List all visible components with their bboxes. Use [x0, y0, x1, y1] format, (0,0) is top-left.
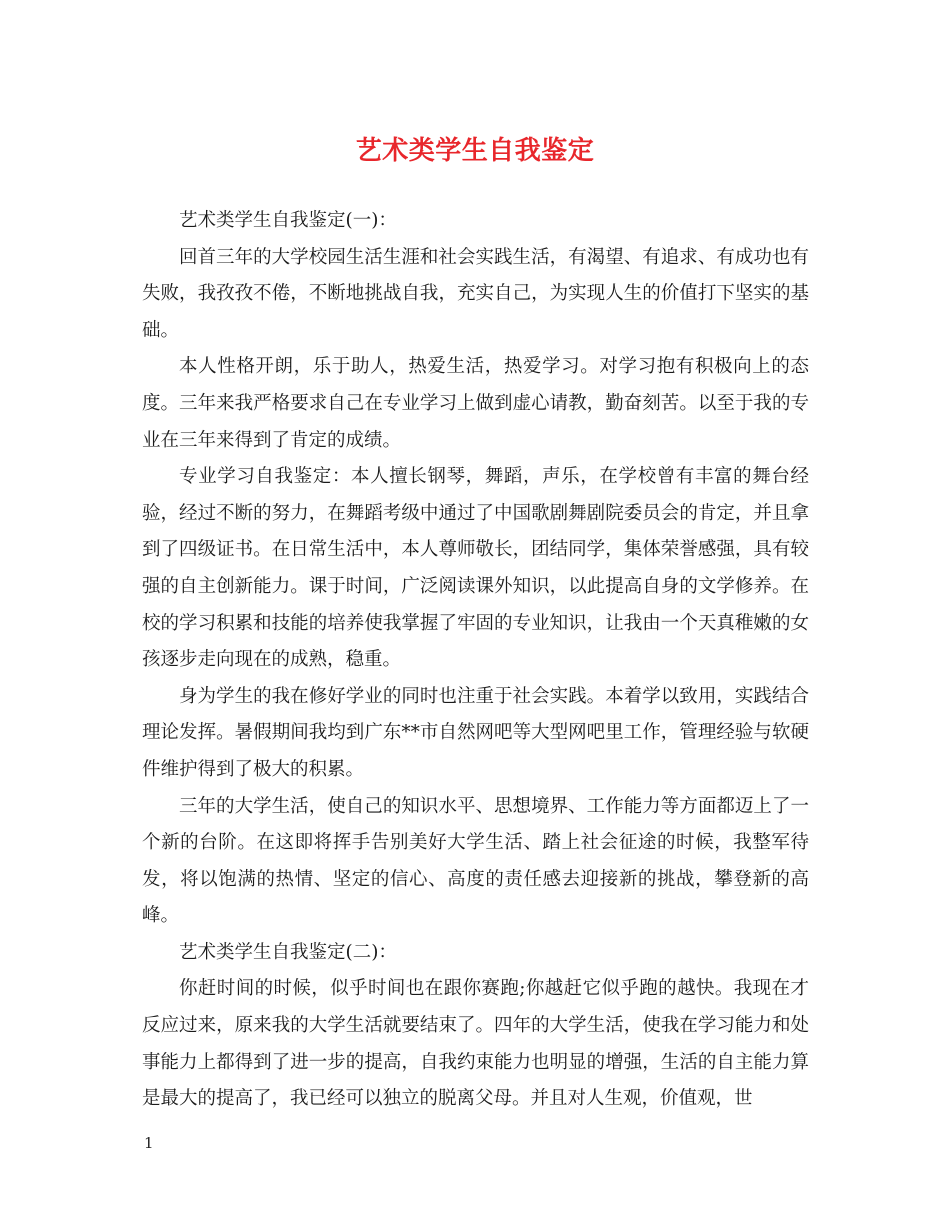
document-title: 艺术类学生自我鉴定: [355, 136, 595, 166]
paragraph: 专业学习自我鉴定：本人擅长钢琴，舞蹈，声乐，在学校曾有丰富的舞台经验，经过不断的努力，在舞蹈考级中通过了中国歌剧舞剧院委员会的肯定，并且拿到了四级证书。在日常生活中，本人尊师敬长，团结同学，集体荣誉感强，具有较强的自主创新能力。课于时间，广泛阅读课外知识，以此提高自身的文学修养。在校的学习积累和技能的培养使我掌握了牢固的专业知识，让我由一个天真稚嫩的女孩逐步走向现在的成熟，稳重。: [142, 466, 809, 671]
page-number: 1: [144, 1134, 154, 1152]
document-body: [142, 203, 809, 1118]
section-heading-2: 艺术类学生自我鉴定(二)：: [179, 941, 397, 963]
paragraph: 三年的大学生活，使自己的知识水平、思想境界、工作能力等方面都迈上了一个新的台阶。在这即将挥手告别美好大学生活、踏上社会征途的时候，我整军待发，将以饱满的热情、坚定的信心、高度的责任感去迎接新的挑战，攀登新的高峰。: [142, 795, 809, 927]
paragraph: 本人性格开朗，乐于助人，热爱生活，热爱学习。对学习抱有积极向上的态度。三年来我严格要求自己在专业学习上做到虚心请教，勤奋刻苦。以至于我的专业在三年来得到了肯定的成绩。: [142, 356, 809, 451]
section-heading-1: 艺术类学生自我鉴定(一)：: [179, 210, 397, 231]
paragraph: 身为学生的我在修好学业的同时也注重于社会实践。本着学以致用，实践结合理论发挥。暑假期间我均到广东**市自然网吧等大型网吧里工作，管理经验与软硬件维护得到了极大的积累。: [142, 685, 809, 780]
paragraph: 你赶时间的时候，似乎时间也在跟你赛跑;你越赶它似乎跑的越快。我现在才反应过来，原来我的大学生活就要结束了。四年的大学生活，使我在学习能力和处事能力上都得到了进一步的提高，自我约束能力也明显的增强，生活的自主能力算是最大的提高了，我已经可以独立的脱离父母。并且对人生观，价值观，世: [142, 978, 809, 1110]
paragraph: 回首三年的大学校园生活生涯和社会实践生活，有渴望、有追求、有成功也有失败，我孜孜不倦，不断地挑战自我，充实自己，为实现人生的价值打下坚实的基础。: [142, 246, 809, 341]
